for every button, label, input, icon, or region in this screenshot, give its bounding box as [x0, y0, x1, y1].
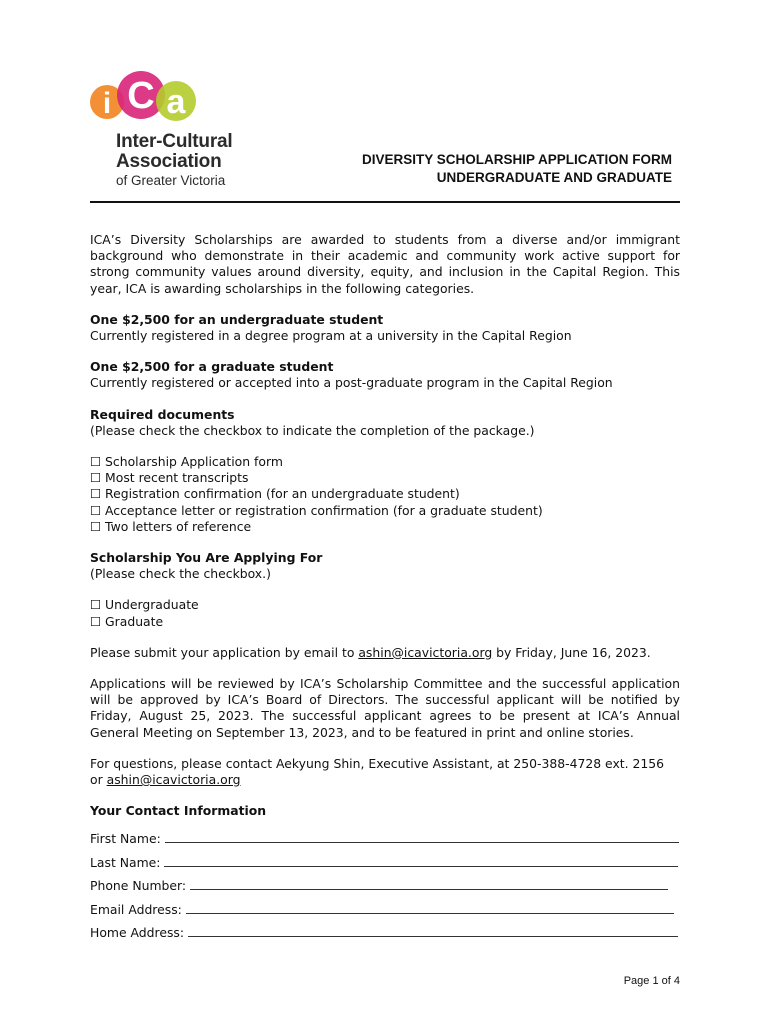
phone-number-label: Phone Number: [90, 878, 187, 894]
last-name-label: Last Name: [90, 854, 161, 870]
logo-line-1: Inter-Cultural [116, 131, 233, 152]
required-docs-note: (Please check the checkbox to indicate the completion of the package.) [90, 422, 535, 438]
ica-logo-mark-icon [88, 68, 208, 128]
email-address-label: Email Address: [90, 901, 182, 917]
questions-paragraph [90, 756, 680, 788]
ica-logo [88, 68, 278, 190]
category-undergrad-desc: Currently registered in a degree program at a university in the Capital Region [90, 328, 572, 344]
applying-for-note: (Please check the checkbox.) [90, 566, 271, 582]
category-grad-desc: Currently registered or accepted into a post-graduate program in the Capital Region [90, 375, 613, 391]
page-number: Page 1 of 4 [623, 975, 680, 987]
logo-line-3: of Greater Victoria [116, 173, 226, 188]
phone-number-line[interactable] [190, 877, 668, 890]
last-name-line[interactable] [164, 854, 678, 867]
submit-prefix: Please submit your application by email to [90, 644, 359, 660]
logo-letter-0: i [102, 87, 112, 120]
logo-line-2: Association [116, 151, 222, 172]
questions-email-link[interactable]: ashin@icavictoria.org [106, 772, 241, 788]
email-address-line[interactable] [186, 901, 674, 914]
category-grad-title: One $2,500 for a graduate student [90, 359, 334, 375]
submit-suffix: by Friday, June 16, 2023. [492, 644, 651, 660]
last-name-field[interactable] [90, 851, 680, 875]
contact-info-title: Your Contact Information [90, 803, 267, 819]
submit-email-link[interactable]: ashin@icavictoria.org [358, 644, 493, 660]
intro-paragraph: ICA’s Diversity Scholarships are awarded to students from a diverse and/or immigrant background who demonstrate in their academic and community work active support for strong community values around diversity, equity, and inclusion in the Capital Region. This year, ICA is awarding scholarships in the following categories. [90, 232, 680, 296]
logo-wordmark [116, 132, 232, 189]
submit-instructions [90, 645, 680, 661]
checkbox-graduate[interactable]: ☐ Graduate [90, 613, 164, 629]
applying-for-title: Scholarship You Are Applying For [90, 550, 323, 566]
email-address-field[interactable] [90, 898, 680, 922]
review-paragraph: Applications will be reviewed by ICA’s Scholarship Committee and the successful application will be approved by ICA’s Board of Directors. The successful applicant will be notified by Friday, August 25, 2023. The successful applicant agrees to be present at ICA’s Annual General Meeting on September 13, 2023, and to be featured in print and online stories. [90, 676, 680, 740]
phone-number-field[interactable] [90, 874, 680, 898]
logo-letter-2: a [166, 83, 186, 121]
first-name-field[interactable] [90, 827, 680, 851]
required-docs-title: Required documents [90, 406, 235, 422]
title-line-2: UNDERGRADUATE AND GRADUATE [436, 170, 672, 185]
questions-prefix: For questions, please contact Aekyung Shin, Executive Assistant, at 250-388-4728 ext. 2156 or [90, 755, 665, 788]
checkbox-reference-letters[interactable]: ☐ Two letters of reference [90, 518, 252, 534]
home-address-field[interactable] [90, 921, 680, 945]
first-name-label: First Name: [90, 831, 161, 847]
logo-letter-1: C [127, 75, 155, 117]
first-name-line[interactable] [165, 830, 679, 843]
checkbox-registration-confirmation[interactable]: ☐ Registration confirmation (for an undergraduate student) [90, 486, 460, 502]
category-undergrad-title: One $2,500 for an undergraduate student [90, 311, 384, 327]
home-address-line[interactable] [188, 924, 678, 937]
title-line-1: DIVERSITY SCHOLARSHIP APPLICATION FORM [361, 152, 672, 167]
home-address-label: Home Address: [90, 925, 185, 941]
header-divider [90, 201, 680, 203]
form-body [90, 232, 680, 945]
checkbox-application-form[interactable]: ☐ Scholarship Application form [90, 454, 283, 470]
checkbox-transcripts[interactable]: ☐ Most recent transcripts [90, 470, 249, 486]
form-title [362, 151, 672, 187]
checkbox-acceptance-letter[interactable]: ☐ Acceptance letter or registration confirmation (for a graduate student) [90, 502, 543, 518]
checkbox-undergraduate[interactable]: ☐ Undergraduate [90, 597, 199, 613]
